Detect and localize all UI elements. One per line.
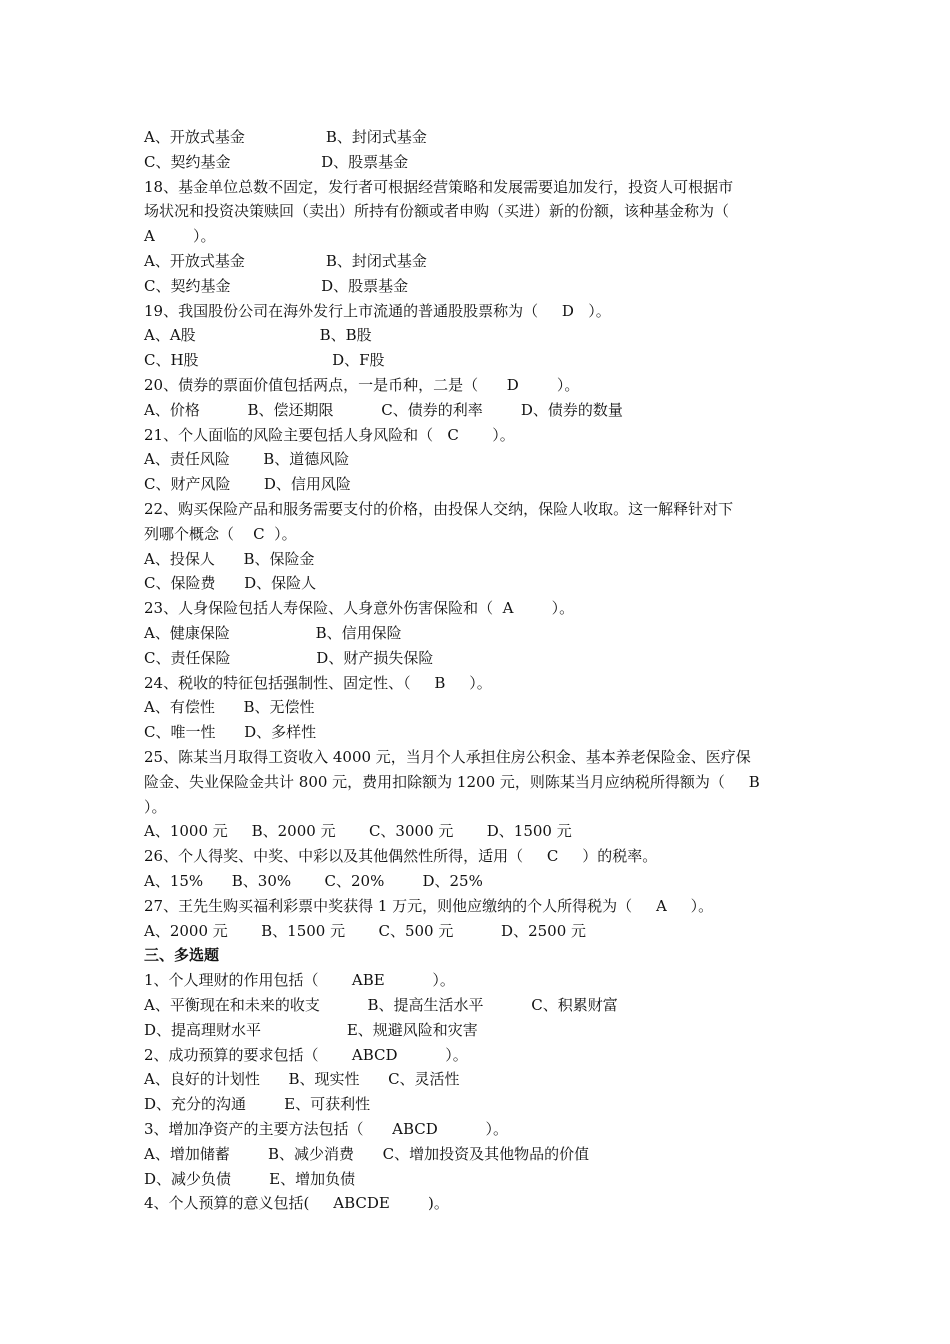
- text-line: C、唯一性 D、多样性: [144, 723, 317, 742]
- text-line: C、保险费 D、保险人: [144, 574, 317, 593]
- text-line: D、提高理财水平 E、规避风险和灾害: [144, 1020, 478, 1039]
- text-line: 27、王先生购买福利彩票中奖获得 1 万元，则他应缴纳的个人所得税为（ A ）。: [144, 896, 714, 915]
- text-line: 22、购买保险产品和服务需要支付的价格，由投保人交纳，保险人收取。这一解释针对下: [144, 500, 734, 518]
- text-line: A、健康保险 B、信用保险: [144, 624, 402, 642]
- text-line: A、投保人 B、保险金: [144, 549, 315, 568]
- text-line: A、平衡现在和未来的收支 B、提高生活水平 C、积累财富: [144, 996, 618, 1014]
- text-line: 21、个人面临的风险主要包括人身风险和（ C ）。: [144, 425, 515, 444]
- text-line: 26、个人得奖、中奖、中彩以及其他偶然性所得，适用（ C ）的税率。: [144, 847, 658, 866]
- section-heading: 三、多选题: [144, 946, 220, 965]
- text-line: A、15% B、30% C、20% D、25%: [144, 872, 483, 890]
- text-line: A、1000 元 B、2000 元 C、3000 元 D、1500 元: [144, 822, 572, 841]
- text-line: A ）。: [144, 227, 216, 246]
- text-line: 2、成功预算的要求包括（ ABCD ）。: [144, 1045, 468, 1064]
- text-line: 23、人身保险包括人寿保险、人身意外伤害保险和（ A ）。: [144, 599, 575, 618]
- text-line: A、2000 元 B、1500 元 C、500 元 D、2500 元: [144, 921, 587, 940]
- text-line: A、开放式基金 B、封闭式基金: [144, 128, 427, 146]
- text-line: 列哪个概念（ C ）。: [144, 524, 297, 543]
- text-line: A、开放式基金 B、封闭式基金: [144, 252, 427, 270]
- text-line: 4、个人预算的意义包括( ABCDE )。: [144, 1194, 449, 1213]
- text-line: 20、债券的票面价值包括两点，一是币种，二是（ D ）。: [144, 376, 580, 394]
- text-line: D、减少负债 E、增加负债: [144, 1169, 356, 1188]
- text-line: 24、税收的特征包括强制性、固定性、（ B ）。: [144, 673, 492, 692]
- text-line: C、责任保险 D、财产损失保险: [144, 648, 434, 667]
- text-line: A、有偿性 B、无偿性: [144, 698, 315, 717]
- text-line: 场状况和投资决策赎回（卖出）所持有份额或者申购（买进）新的份额，该种基金称为（: [144, 202, 730, 221]
- text-line: 18、基金单位总数不固定，发行者可根据经营策略和发展需要追加发行，投资人可根据市: [144, 177, 734, 196]
- text-line: 3、增加净资产的主要方法包括（ ABCD ）。: [144, 1120, 508, 1138]
- text-line: 25、陈某当月取得工资收入 4000 元，当月个人承担住房公积金、基本养老保险金、医疗保: [144, 748, 751, 766]
- text-line: 1、个人理财的作用包括（ ABE ）。: [144, 971, 455, 990]
- text-line: 险金、失业保险金共计 800 元，费用扣除额为 1200 元，则陈某当月应纳税所得额为（ B: [144, 772, 760, 791]
- text-line: 19、我国股份公司在海外发行上市流通的普通股股票称为（ D ）。: [144, 301, 611, 320]
- text-line: A、良好的计划性 B、现实性 C、灵活性: [144, 1070, 460, 1089]
- text-line: C、财产风险 D、信用风险: [144, 475, 351, 494]
- text-line: C、H股 D、F股: [144, 351, 385, 370]
- text-line: C、契约基金 D、股票基金: [144, 276, 409, 295]
- text-line: ）。: [144, 797, 167, 816]
- text-line: D、充分的沟通 E、可获利性: [144, 1095, 371, 1114]
- text-line: A、价格 B、偿还期限 C、债券的利率 D、债券的数量: [144, 400, 623, 419]
- text-line: A、增加储蓄 B、减少消费 C、增加投资及其他物品的价值: [144, 1144, 590, 1163]
- text-line: A、A股 B、B股: [144, 326, 372, 345]
- text-line: C、契约基金 D、股票基金: [144, 152, 409, 171]
- text-line: A、责任风险 B、道德风险: [144, 450, 350, 469]
